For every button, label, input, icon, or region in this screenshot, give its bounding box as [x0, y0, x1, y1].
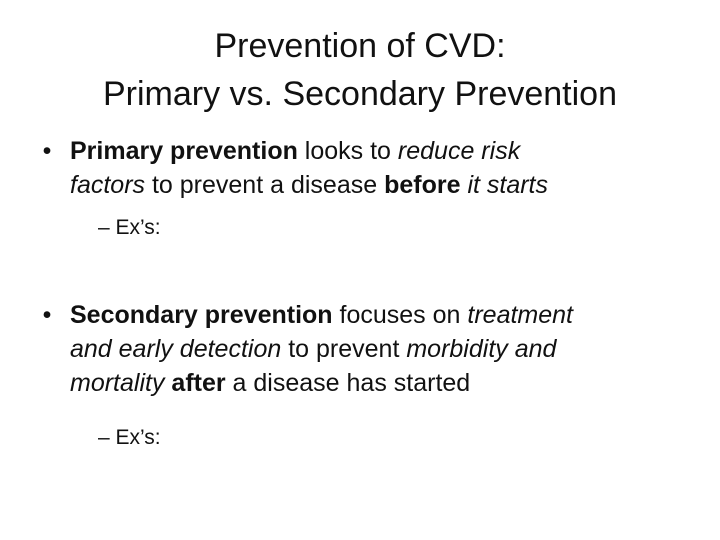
- bullet-line: [70, 366, 676, 400]
- slide-title: [40, 22, 680, 118]
- italic-early-detection: and early detection: [70, 335, 282, 363]
- bullet-line: [70, 298, 676, 332]
- sub-bullet-primary-examples: – Ex’s:: [98, 216, 161, 239]
- sub-bullet-secondary-examples: – Ex’s:: [98, 426, 161, 449]
- bold-after: after: [171, 369, 226, 397]
- bullet-primary-prevention: [36, 134, 676, 202]
- text-segment: to prevent: [281, 335, 407, 363]
- bullet-marker: •: [42, 301, 52, 329]
- italic-morbidity: morbidity and: [406, 335, 557, 363]
- bullet-marker: •: [42, 137, 52, 165]
- italic-treatment: treatment: [467, 301, 573, 329]
- text-segment: focuses on: [332, 301, 468, 329]
- bullet-line: [70, 332, 676, 366]
- text-segment: to prevent a disease: [145, 171, 385, 199]
- text-segment: a disease has started: [225, 369, 471, 397]
- italic-factors: factors: [70, 171, 146, 199]
- italic-mortality: mortality: [70, 369, 165, 397]
- bullet-line: [70, 168, 676, 202]
- italic-reduce-risk: reduce risk: [397, 137, 521, 165]
- term-primary-prevention: Primary prevention: [70, 137, 298, 165]
- title-line-2: Primary vs. Secondary Prevention: [103, 75, 617, 113]
- italic-it-starts: it starts: [467, 171, 549, 199]
- title-line-1: Prevention of CVD:: [214, 27, 506, 65]
- bold-before: before: [384, 171, 461, 199]
- bullet-line: [70, 134, 676, 168]
- bullet-secondary-prevention: [36, 298, 676, 400]
- term-secondary-prevention: Secondary prevention: [70, 301, 333, 329]
- bullet-text-secondary: [70, 298, 676, 400]
- text-segment: looks to: [297, 137, 398, 165]
- bullet-text-primary: [70, 134, 676, 202]
